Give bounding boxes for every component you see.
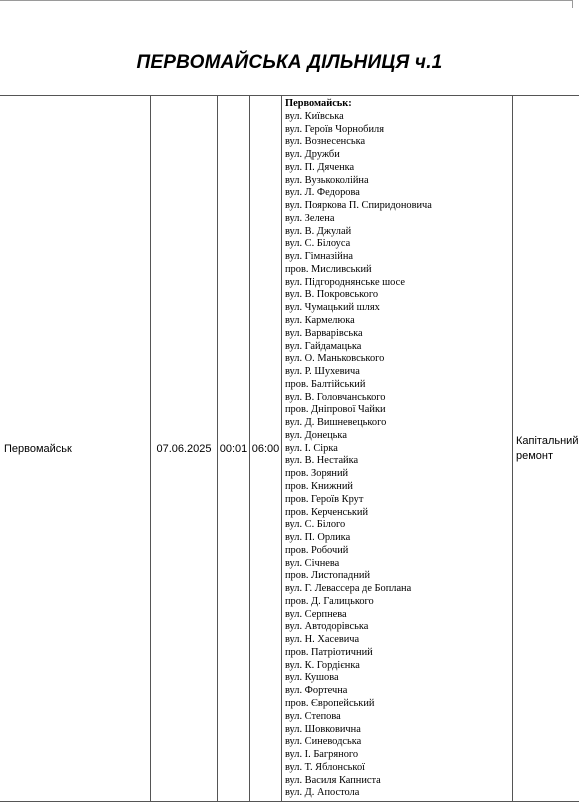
street-item: вул. О. Маньковського [285,353,512,366]
table-row [0,96,579,802]
street-item: вул. Чумацький шлях [285,302,512,315]
street-item: пров. Патріотичний [285,647,512,660]
street-item: вул. Пояркова П. Спиридоновича [285,200,512,213]
street-item: пров. Книжний [285,481,512,494]
time-from-cell: 00:01 [218,96,250,802]
street-item: вул. С. Білого [285,519,512,532]
page-right-border [572,0,573,8]
street-item: пров. Мисливський [285,264,512,277]
street-lines [285,111,512,800]
street-item: вул. Серпнева [285,609,512,622]
reason-cell: Капітальний ремонт [513,96,579,802]
street-item: вул. В. Джулай [285,226,512,239]
streets-cell [282,96,513,802]
street-item: вул. Січнева [285,558,512,571]
outage-schedule-table [0,95,579,802]
street-item: вул. Т. Яблонської [285,762,512,775]
street-item: пров. Зоряний [285,468,512,481]
page-title: ПЕРВОМАЙСЬКА ДІЛЬНИЦЯ ч.1 [0,52,579,74]
street-item: вул. Автодорівська [285,621,512,634]
street-item: вул. Синеводська [285,736,512,749]
settlement-cell: Первомайськ [0,96,151,802]
page-top-border [0,0,572,1]
street-item: вул. Дружби [285,149,512,162]
street-list [282,96,512,801]
street-item: вул. Р. Шухевича [285,366,512,379]
street-item: вул. Варварівська [285,328,512,341]
date-cell: 07.06.2025 [151,96,218,802]
street-item: вул. П. Дяченка [285,162,512,175]
street-item: пров. Дніпрової Чайки [285,404,512,417]
street-item: пров. Робочий [285,545,512,558]
street-item: вул. Фортечна [285,685,512,698]
streets-header: Первомайськ: [285,98,512,111]
street-item: вул. Степова [285,711,512,724]
street-item: вул. Кушова [285,672,512,685]
street-item: вул. Н. Хасевича [285,634,512,647]
street-item: вул. Д. Вишневецького [285,417,512,430]
street-item: пров. Героїв Крут [285,494,512,507]
street-item: пров. Д. Галицького [285,596,512,609]
street-item: пров. Європейський [285,698,512,711]
street-item: вул. Підгороднянське шосе [285,277,512,290]
street-item: пров. Керченський [285,507,512,520]
street-item: вул. Д. Апостола [285,787,512,800]
street-item: вул. Кармелюка [285,315,512,328]
street-item: вул. Вузькоколійна [285,175,512,188]
street-item: вул. В. Головчанського [285,392,512,405]
street-item: вул. Л. Федорова [285,187,512,200]
street-item: пров. Листопадний [285,570,512,583]
street-item: вул. В. Нестайка [285,455,512,468]
time-to-cell: 06:00 [250,96,282,802]
street-item: вул. Г. Левассера де Боплана [285,583,512,596]
street-item: вул. Шовковична [285,724,512,737]
street-item: вул. Героїв Чорнобиля [285,124,512,137]
street-item: вул. П. Орлика [285,532,512,545]
street-item: вул. І. Багряного [285,749,512,762]
street-item: вул. І. Сірка [285,443,512,456]
street-item: вул. К. Гордієнка [285,660,512,673]
street-item: вул. Донецька [285,430,512,443]
street-item: вул. Гайдамацька [285,341,512,354]
street-item: вул. Гімназійна [285,251,512,264]
street-item: вул. Василя Капниста [285,775,512,788]
street-item: вул. В. Покровського [285,289,512,302]
street-item: вул. Київська [285,111,512,124]
street-item: вул. С. Білоуса [285,238,512,251]
street-item: вул. Вознесенська [285,136,512,149]
street-item: пров. Балтійський [285,379,512,392]
street-item: вул. Зелена [285,213,512,226]
